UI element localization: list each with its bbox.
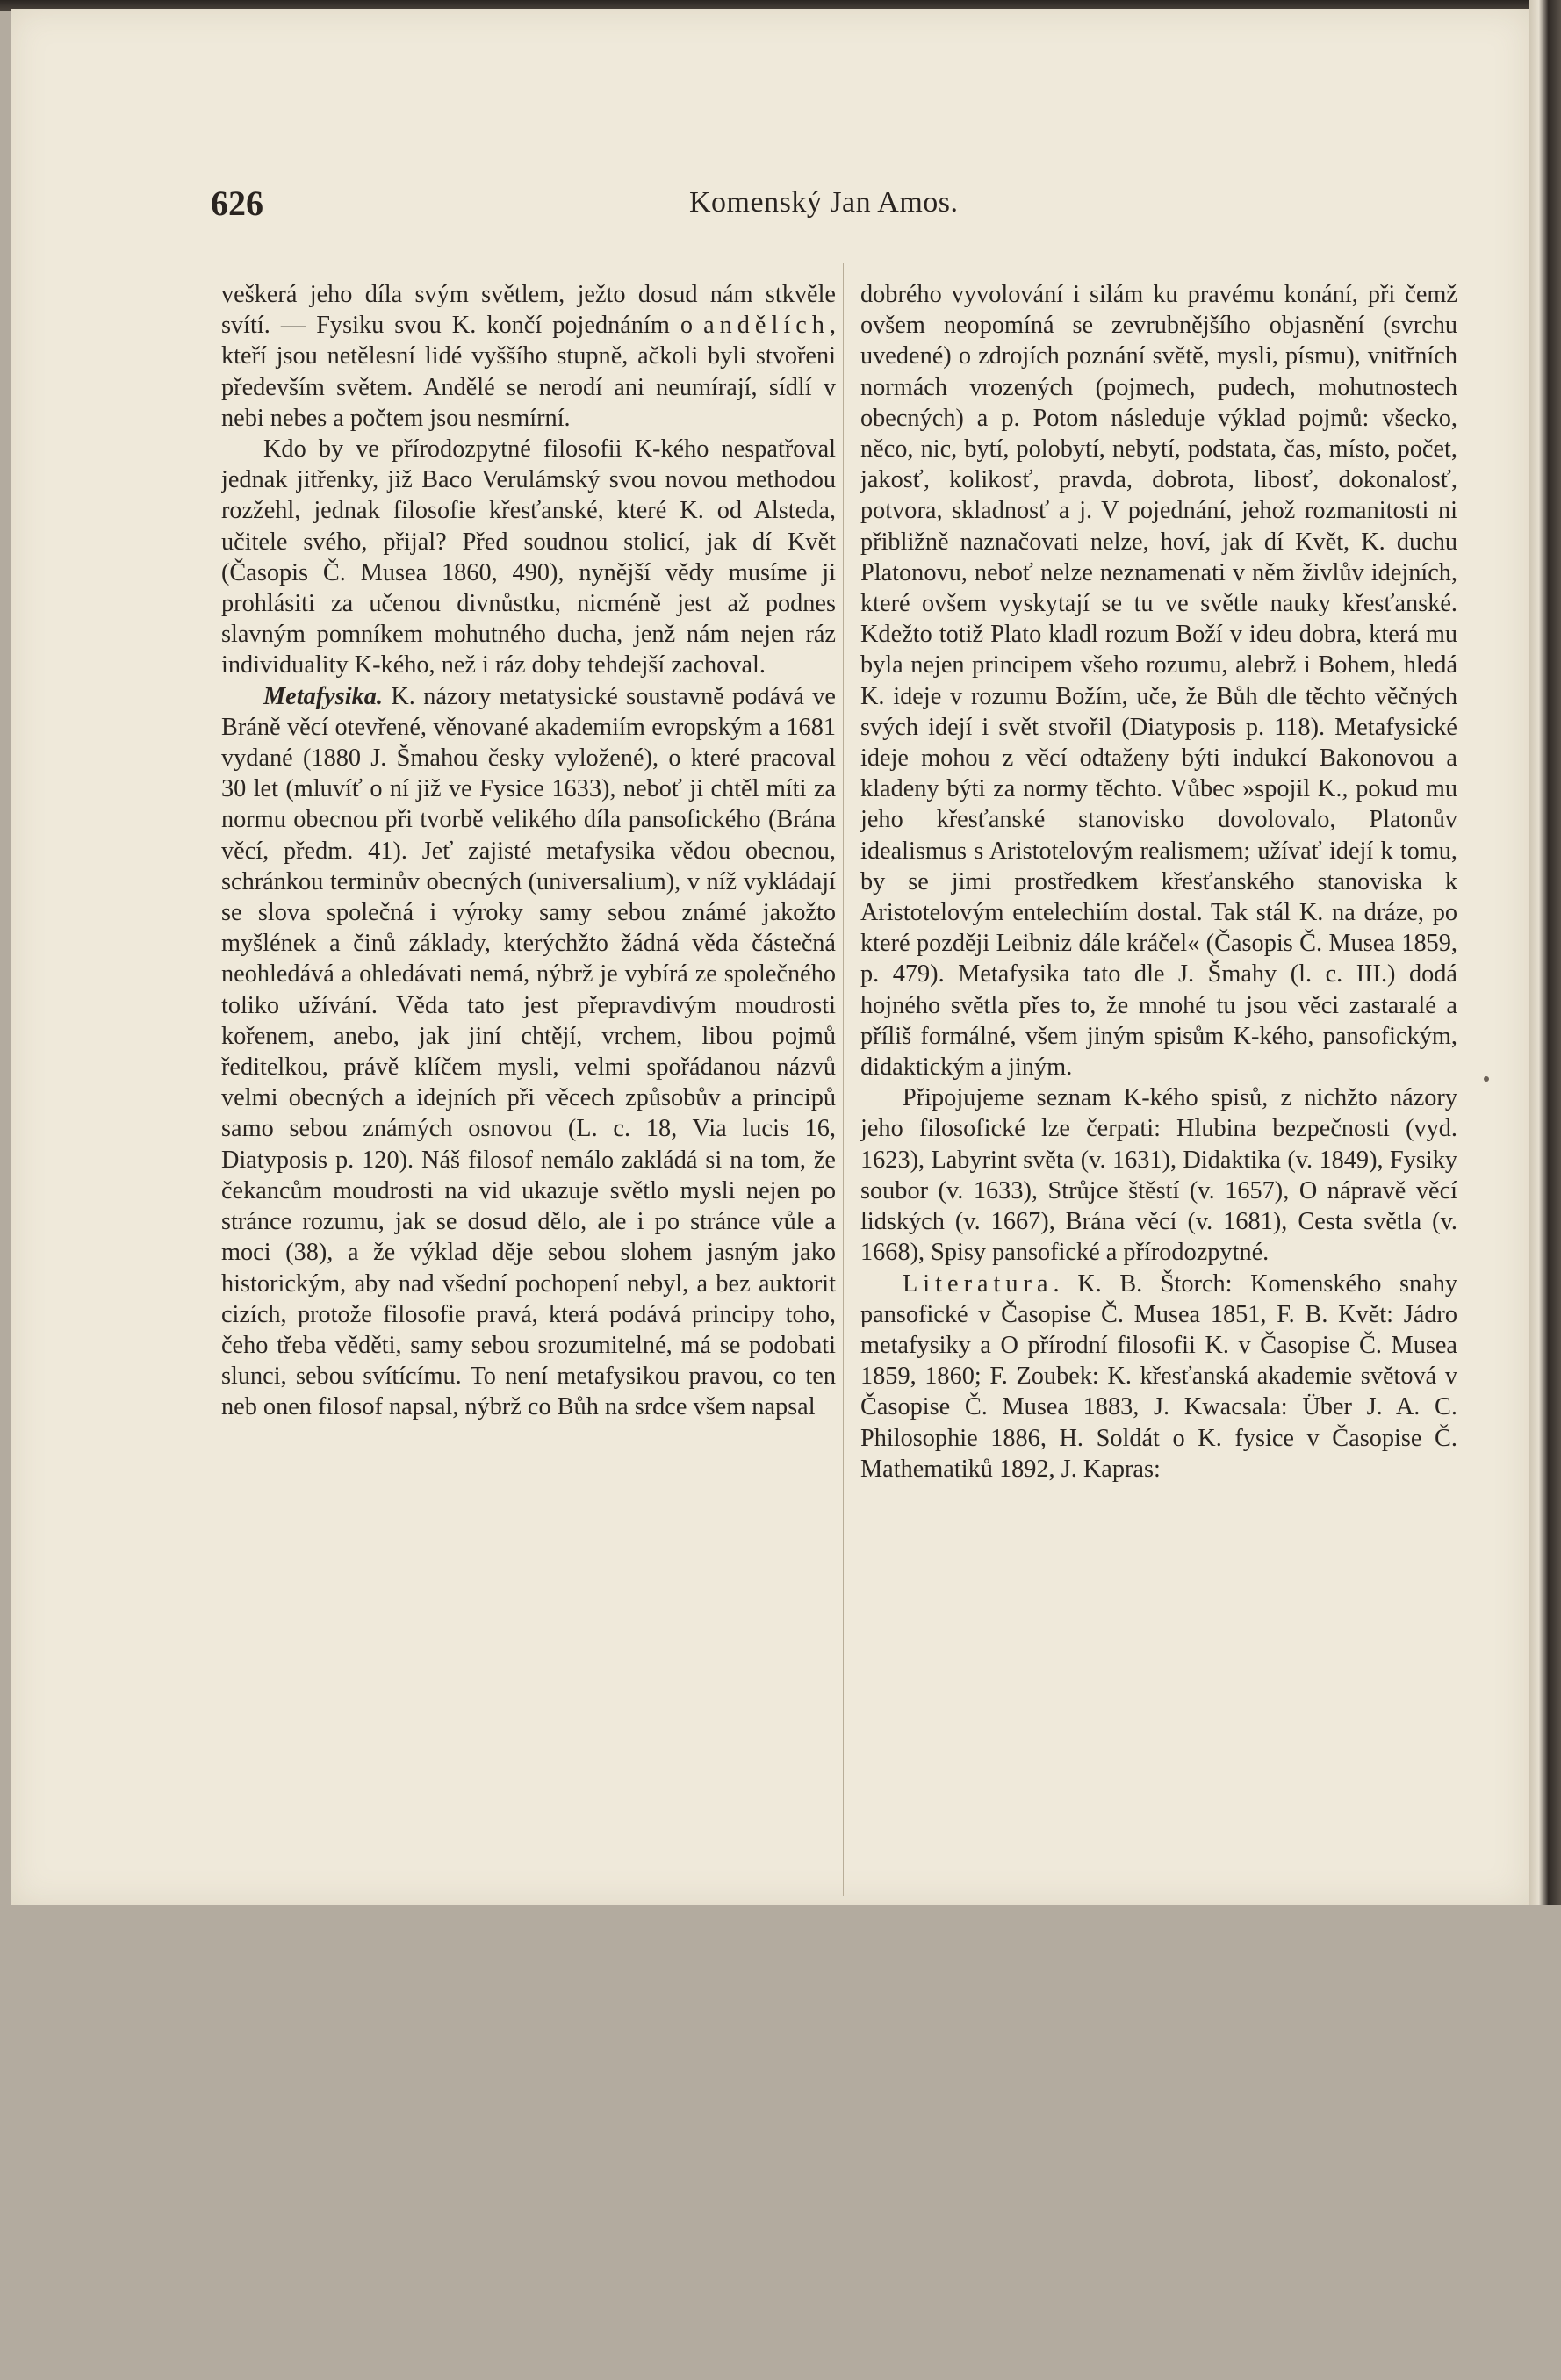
margin-mark: [1484, 1076, 1489, 1082]
page-edge-shadow: [1529, 0, 1561, 1905]
paragraph: Literatura. K. B. Štorch: Komenského snahy pansofické v Časopise Č. Musea 1851, F. B. Květ: Jádro metafysiky a O přírodní filosofii K. v Časopise Č. Musea 1859, 1860; F. Zoubek: K. křesťanská akademie světová v Časopise Č. Musea 1883, J. Kwacsala: Über J. A. C. Philosophie 1886, H. Soldát o K. fysice v Časopise Č. Mathematiků 1892, J. Kapras:: [860, 1269, 1457, 1483]
paragraph: dobrého vyvolování i silám ku pravému konání, při čemž ovšem neopomíná se zevrubnějšího objasnění (svrchu uvedené) o zdrojích poznání světě, mysli, písmu), vnitřních normách vrozených (pojmech, pudech, mohutnostech obecných) a p. Potom následuje výklad pojmů: všecko, něco, nic, bytí, polobytí, nebytí, podstata, čas, místo, počet, jakosť, kolikosť, pravda, dobrota, libosť, dokonalosť, potvora, skladnosť a j. V pojednání, jehož rozmanitosti ni přibližně naznačovati nelze, hoví, jak dí Květ, K. duchu Platonovu, neboť nelze neznamenati v něm živlův idejních, které ovšem vyskytají se tu ve světle nauky křesťanské. Kdežto totiž Plato kladl rozum Boží v ideu dobra, která mu byla nejen principem všeho rozumu, alebrž i Bohem, hledá K. ideje v rozumu Božím, uče, že Bůh dle těchto věčných svých idejí i svět stvořil (Diatyposis p. 118). Metafysické ideje mohou z věcí odtaženy býti indukcí Bakonovou a kladeny býti za normy těchto. Vůbec »spojil K., pokud mu jeho křesťanské stanovisko dovolovalo, Platonův idealismus s Aristotelovým realismem; užívať idejí k tomu, by se jimi prostředkem křesťanského stanoviska k Aristotelovým entelechiím dostal. Tak stál K. na dráze, po které později Leibniz dále kráčel« (Časopis Č. Musea 1859, p. 479). Metafysika tato dle J. Šmahy (l. c. III.) dodá hojného světla přes to, že mnohé tu jsou věci zastaralé a příliš formálné, všem jiným spisům K-kého, pansofickým, didaktickým a jiným.: [860, 281, 1457, 1082]
paragraph: Metafysika. K. názory metatysické soustavně podává ve Bráně věcí otevřené, věnované akademiím evropským a 1681 vydané (1880 J. Šmahou česky vyložené), o které pracoval 30 let (mluvíť o ní již ve Fysice 1633), neboť ji chtěl míti za normu obecnou při tvorbě velikého díla pansofického (Brána věcí, předm. 41). Jeť zajisté metafysika vědou obecnou, schránkou terminův obecných (universalium), v níž vykládají se slova společná i výroky samy sebou známé jakožto myšlének a činů základy, kterýchžto žádná věda částečná neohledává a ohledávati nemá, nýbrž je vybírá ze společného toliko užívání. Věda tato jest přepravdivým moudrosti kořenem, anebo, jak jiní chtějí, vrchem, libou pojmů ředitelkou, právě klíčem mysli, velmi spořádanou názvů velmi obecných a idejních při věcech způsobův a principů samo sebou známých osnovou (L. c. 18, Via lucis 16, Diatyposis p. 120). Náš filosof nemálo zakládá si na tom, že čekancům moudrosti na vid ukazuje světlo mysli nejen po stránce rozumu, jak se dosud dělo, ale i po stránce vůle a moci (38), a že výklad děje sebou slohem jasným jako historickým, aby nad všední pochopení nebyl, a bez auktorit cizích, protože filosofie pravá, která podává principy toho, čeho třeba věděti, samy sebou srozumitelné, má se podobati slunci, sebou svítícímu. To není metafysikou pravou, co ten neb onen filosof napsal, nýbrž co Bůh na srdce všem napsal: [221, 682, 836, 1421]
spaced-term: andělích: [703, 312, 830, 340]
scan-background: [0, 1905, 1561, 2380]
paragraph: Připojujeme seznam K-kého spisů, z nichžto názory jeho filosofické lze čerpati: Hlubina bezpečnosti (vyd. 1623), Labyrint světa (v. 1631), Didaktika (v. 1849), Fysiky soubor (v. 1633), Strůjce štěstí (v. 1657), O nápravě věcí lidských (v. 1667), Brána věcí (v. 1681), Cesta světla (v. 1668), Spisy pansofické a přírodozpytné.: [860, 1084, 1457, 1267]
section-heading: Metafysika.: [263, 682, 383, 710]
running-title: Komenský Jan Amos.: [689, 186, 959, 219]
spaced-term: Literatura: [903, 1269, 1054, 1298]
right-column: [860, 279, 1457, 1485]
paragraph: Kdo by ve přírodozpytné filosofii K-kého nespatřoval jednak jitřenky, již Baco Verulámský svou novou methodou rozžehl, jednak filosofie křesťanské, které K. od Alsteda, učitele svého, přijal? Před soudnou stolicí, jak dí Květ (Časopis Č. Musea 1860, 490), nynější vědy musíme ji prohlásiti za učenou divnůstku, nicméně jest až podnes slavným pomníkem mohutného ducha, jenž nám nejen ráz individuality K-kého, než i ráz doby tehdejší zachoval.: [221, 435, 836, 679]
page-header: [211, 176, 1440, 228]
left-column: [221, 279, 836, 1903]
column-divider: [843, 263, 844, 1896]
paragraph: veškerá jeho díla svým světlem, ježto dosud nám stkvěle svítí. — Fysiku svou K. končí pojednáním o andělích, kteří jsou netělesní lidé vyššího stupně, ačkoli byli stvořeni především světem. Andělé se nerodí ani neumírají, sídlí v nebi nebes a počtem jsou nesmírní.: [221, 281, 836, 432]
page-number: 626: [211, 183, 263, 223]
